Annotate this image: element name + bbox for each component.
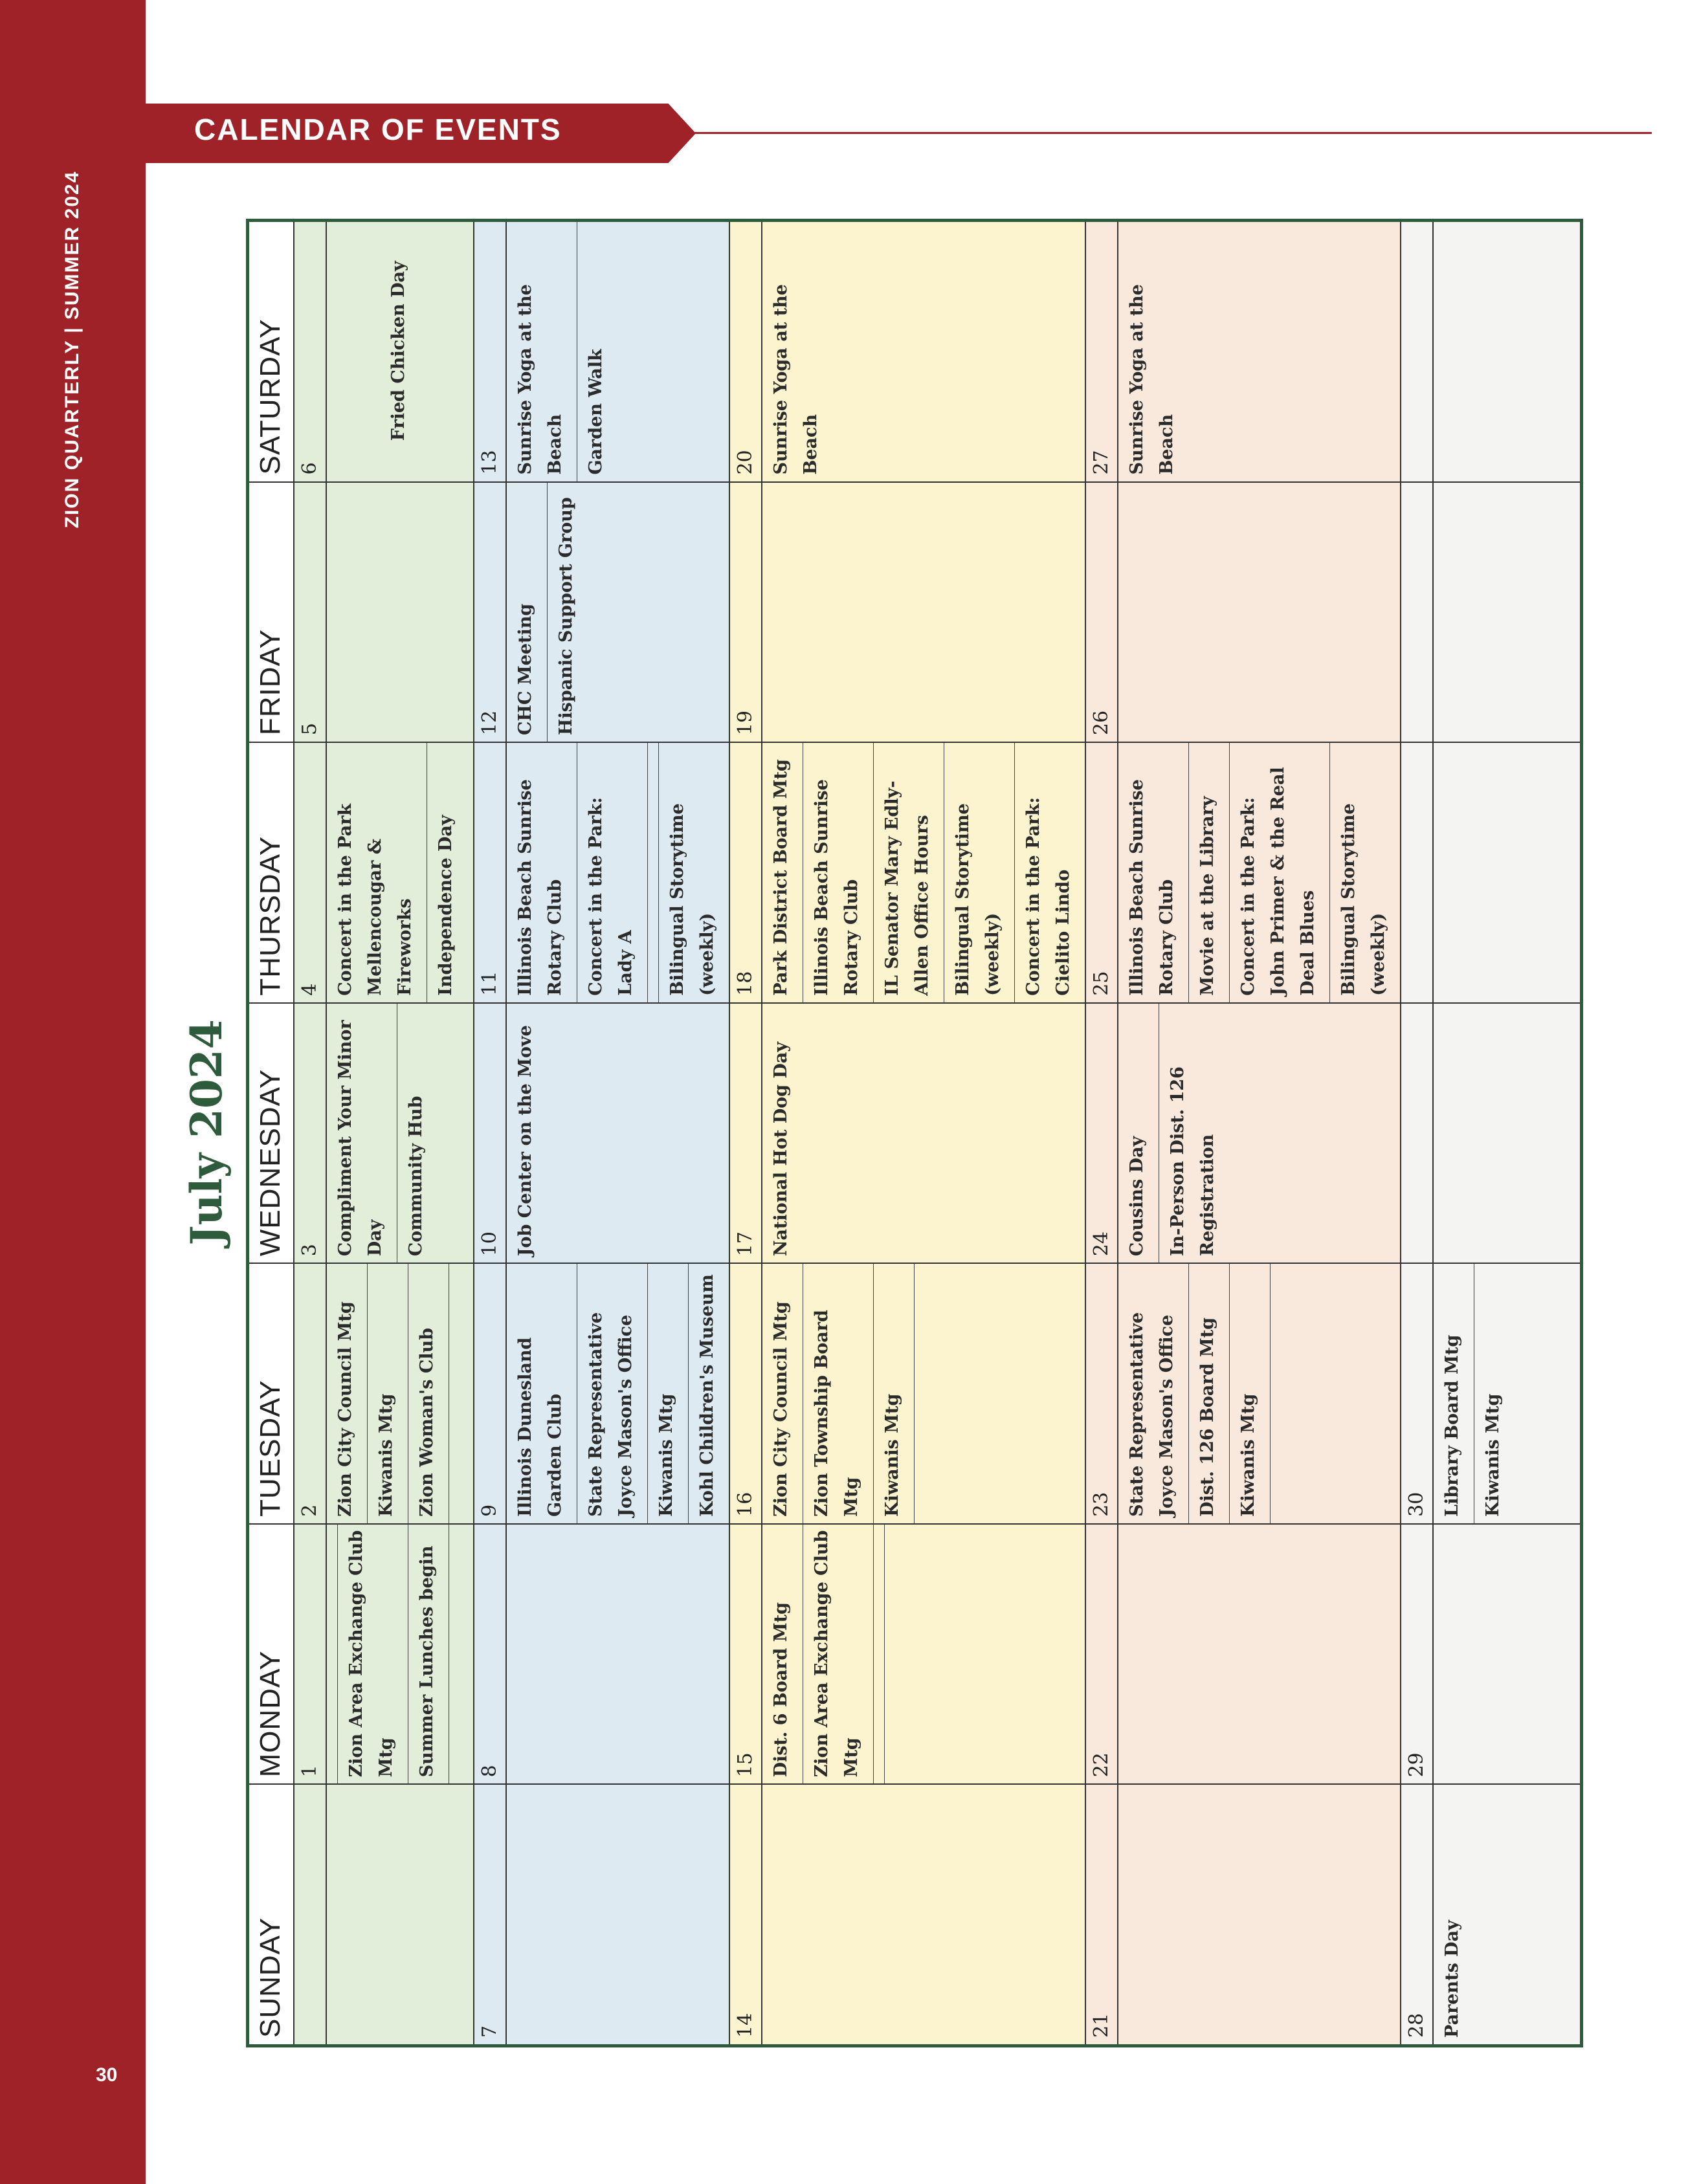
day-cell-empty <box>1401 222 1580 481</box>
weekday-friday: FRIDAY <box>249 481 293 742</box>
day-number: 28 <box>1401 1785 1434 2044</box>
event-item: Illinois Dunesland Garden Club <box>507 1264 577 1523</box>
day-number: 30 <box>1401 1264 1434 1523</box>
day-number: 27 <box>1086 222 1118 481</box>
day-number: 19 <box>730 483 762 742</box>
event-list <box>1118 222 1400 481</box>
day-cell-empty <box>1401 481 1580 742</box>
event-list <box>327 1004 473 1263</box>
event-item <box>874 1525 885 1784</box>
event-item: Kiwanis Mtg <box>874 1264 915 1523</box>
week-row-4 <box>1086 222 1401 2044</box>
event-item: State Representative Joyce Mason's Office <box>1118 1264 1189 1523</box>
event-item <box>327 1525 338 1784</box>
day-number <box>1401 743 1434 1002</box>
day-cell-26 <box>1086 481 1400 742</box>
day-number: 16 <box>730 1264 762 1523</box>
day-number: 5 <box>294 483 327 742</box>
day-cell-19 <box>730 481 1085 742</box>
weekday-tuesday: TUESDAY <box>249 1263 293 1523</box>
day-cell-30 <box>1401 1263 1580 1523</box>
event-item: Illinois Beach Sunrise Rotary Club <box>1118 743 1189 1002</box>
day-number: 11 <box>474 743 507 1002</box>
section-title: CALENDAR OF EVENTS <box>194 113 562 146</box>
day-number: 26 <box>1086 483 1118 742</box>
day-number <box>1401 483 1434 742</box>
event-item: Sunrise Yoga at the Beach <box>507 222 577 481</box>
day-cell-22 <box>1086 1523 1400 1784</box>
event-list <box>327 222 473 481</box>
event-list <box>507 1004 729 1263</box>
week-row-3 <box>730 222 1086 2044</box>
day-cell-10 <box>474 1002 729 1263</box>
event-item: Zion City Council Mtg <box>327 1264 368 1523</box>
event-list <box>1434 1785 1580 2044</box>
event-item: Kohl Children's Museum <box>697 1274 717 1517</box>
day-number: 13 <box>474 222 507 481</box>
event-item: Compliment Your Minor Day <box>327 1004 397 1263</box>
event-list <box>327 743 473 1002</box>
day-number: 9 <box>474 1264 507 1523</box>
event-item: Dist. 126 Board Mtg <box>1189 1264 1230 1523</box>
weekday-header <box>249 222 294 2044</box>
event-item: Independence Day <box>436 815 456 996</box>
day-cell-empty <box>1401 1002 1580 1263</box>
event-item: State Representative Joyce Mason's Office <box>577 1264 648 1523</box>
day-number: 23 <box>1086 1264 1118 1523</box>
event-item: Bilingual Storytime (weekly) <box>1338 803 1388 996</box>
event-item: Zion Woman's Club <box>408 1264 449 1523</box>
day-cell-24 <box>1086 1002 1400 1263</box>
day-cell-13 <box>474 222 729 481</box>
event-item: Job Center on the Move <box>515 1025 535 1257</box>
week-row-5 <box>1401 222 1580 2044</box>
event-list <box>1434 1264 1580 1523</box>
event-item: Summer Lunches begin <box>408 1525 449 1784</box>
day-cell-21 <box>1086 1783 1400 2044</box>
day-cell-empty <box>294 1783 473 2044</box>
event-item: Zion Township Board Mtg <box>803 1264 874 1523</box>
event-list <box>1118 743 1400 1002</box>
event-item: Kiwanis Mtg <box>1230 1264 1271 1523</box>
event-item: Concert in the Park: Lady A <box>577 743 648 1002</box>
event-list <box>1118 483 1400 742</box>
day-number: 18 <box>730 743 762 1002</box>
event-item: Kiwanis Mtg <box>368 1264 408 1523</box>
day-number: 8 <box>474 1525 507 1784</box>
weekday-saturday: SATURDAY <box>254 318 286 475</box>
day-cell-15 <box>730 1523 1085 1784</box>
day-cell-7 <box>474 1783 729 2044</box>
event-item: Hispanic Support Group <box>556 497 576 736</box>
day-cell-5 <box>294 481 473 742</box>
event-item: Sunrise Yoga at the Beach <box>771 284 821 475</box>
day-cell-27 <box>1086 222 1400 481</box>
event-item <box>1271 1264 1281 1523</box>
event-item: Sunrise Yoga at the Beach <box>1127 284 1177 475</box>
event-item <box>648 743 659 1002</box>
day-cell-17 <box>730 1002 1085 1263</box>
day-number: 15 <box>730 1525 762 1784</box>
event-list <box>507 1785 729 2044</box>
day-number: 20 <box>730 222 762 481</box>
event-list <box>1118 1264 1400 1523</box>
day-number: 6 <box>294 222 327 481</box>
event-list <box>507 1525 729 1784</box>
day-number: 7 <box>474 1785 507 2044</box>
event-item: National Hot Dog Day <box>771 1041 791 1257</box>
day-cell-8 <box>474 1523 729 1784</box>
day-cell-1 <box>294 1523 473 1784</box>
day-cell-23 <box>1086 1263 1400 1523</box>
calendar-rotated <box>249 222 1580 2044</box>
event-list <box>507 743 729 1002</box>
day-number: 4 <box>294 743 327 1002</box>
event-list <box>1434 1525 1580 1784</box>
event-list <box>327 1264 473 1523</box>
day-cell-12 <box>474 481 729 742</box>
day-number: 29 <box>1401 1525 1434 1784</box>
publication-label: ZION QUARTERLY | SUMMER 2024 <box>61 170 83 529</box>
day-cell-14 <box>730 1783 1085 2044</box>
event-list <box>507 222 729 481</box>
event-list <box>1434 1004 1580 1263</box>
event-list <box>1118 1004 1400 1263</box>
event-item: Bilingual Storytime (weekly) <box>944 743 1015 1002</box>
event-item: CHC Meeting <box>507 483 548 742</box>
event-item <box>449 1525 460 1784</box>
event-list <box>762 222 1085 481</box>
event-item <box>915 1264 925 1523</box>
event-item: Zion Area Exchange Club Mtg <box>803 1525 874 1784</box>
weekday-sunday: SUNDAY <box>249 1783 293 2044</box>
event-item: Cousins Day <box>1118 1004 1159 1263</box>
event-item <box>449 1264 460 1523</box>
day-number: 21 <box>1086 1785 1118 2044</box>
event-item: In-Person Dist. 126 Registration <box>1168 1066 1217 1257</box>
event-list <box>762 1004 1085 1263</box>
event-list <box>1118 1785 1400 2044</box>
event-item: IL Senator Mary Edly-Allen Office Hours <box>874 743 944 1002</box>
event-item: Fried Chicken Day <box>388 261 408 441</box>
day-number: 3 <box>294 1004 327 1263</box>
event-item: Zion Area Exchange Club Mtg <box>338 1525 408 1784</box>
day-cell-20 <box>730 222 1085 481</box>
event-item: Concert in the Park: John Primer & the Real Deal Blues <box>1230 743 1330 1002</box>
day-number: 25 <box>1086 743 1118 1002</box>
event-item: Community Hub <box>406 1096 426 1257</box>
day-cell-25 <box>1086 742 1400 1002</box>
day-cell-28 <box>1401 1783 1580 2044</box>
day-cell-3 <box>294 1002 473 1263</box>
event-list <box>1118 1525 1400 1784</box>
event-list <box>327 1525 473 1784</box>
event-item: Park District Board Mtg <box>762 743 803 1002</box>
week-row-2 <box>474 222 730 2044</box>
event-item: Library Board Mtg <box>1434 1264 1474 1523</box>
day-cell-9 <box>474 1263 729 1523</box>
weekday-monday: MONDAY <box>249 1523 293 1784</box>
event-item: Dist. 6 Board Mtg <box>762 1525 803 1784</box>
event-list <box>507 483 729 742</box>
weekday-thursday: THURSDAY <box>249 742 293 1002</box>
event-list <box>1434 222 1580 481</box>
day-cell-16 <box>730 1263 1085 1523</box>
event-list <box>762 743 1085 1002</box>
day-cell-empty <box>1401 742 1580 1002</box>
day-cell-18 <box>730 742 1085 1002</box>
event-item: Kiwanis Mtg <box>1483 1393 1503 1517</box>
event-item: Movie at the Library <box>1189 743 1230 1002</box>
day-number <box>1401 222 1434 481</box>
day-number: 24 <box>1086 1004 1118 1263</box>
day-cell-6 <box>294 222 473 481</box>
day-cell-11 <box>474 742 729 1002</box>
day-number: 1 <box>294 1525 327 1784</box>
day-cell-2 <box>294 1263 473 1523</box>
page-number: 30 <box>96 2064 118 2086</box>
day-cell-4 <box>294 742 473 1002</box>
event-item: Bilingual Storytime (weekly) <box>667 803 717 996</box>
event-item: Garden Walk <box>586 349 606 475</box>
day-cell-29 <box>1401 1523 1580 1784</box>
event-list <box>762 1785 1085 2044</box>
banner-rule <box>693 132 1652 134</box>
event-list <box>1434 743 1580 1002</box>
calendar-grid <box>246 219 1583 2047</box>
event-item: Kiwanis Mtg <box>648 1264 689 1523</box>
day-number <box>294 1785 327 2044</box>
event-list <box>327 1785 473 2044</box>
event-list <box>327 483 473 742</box>
event-list <box>1434 483 1580 742</box>
day-number: 22 <box>1086 1525 1118 1784</box>
event-item: Illinois Beach Sunrise Rotary Club <box>507 743 577 1002</box>
event-list <box>507 1264 729 1523</box>
day-number <box>1401 1004 1434 1263</box>
event-item: Concert in the Park: Cielito Lindo <box>1023 797 1073 996</box>
day-number: 2 <box>294 1264 327 1523</box>
month-title: July 2024 <box>181 1019 232 1246</box>
event-item: Concert in the Park Mellencougar & Fireworks <box>327 743 427 1002</box>
event-list <box>762 483 1085 742</box>
event-list <box>762 1264 1085 1523</box>
event-item: Parents Day <box>1442 1920 1462 2038</box>
day-number: 12 <box>474 483 507 742</box>
day-number: 17 <box>730 1004 762 1263</box>
event-item: Zion City Council Mtg <box>762 1264 803 1523</box>
event-item: Illinois Beach Sunrise Rotary Club <box>803 743 874 1002</box>
event-list <box>762 1525 1085 1784</box>
week-row-1 <box>294 222 474 2044</box>
weekday-wednesday: WEDNESDAY <box>249 1002 293 1263</box>
event-item <box>885 1525 895 1784</box>
day-number: 10 <box>474 1004 507 1263</box>
day-number: 14 <box>730 1785 762 2044</box>
